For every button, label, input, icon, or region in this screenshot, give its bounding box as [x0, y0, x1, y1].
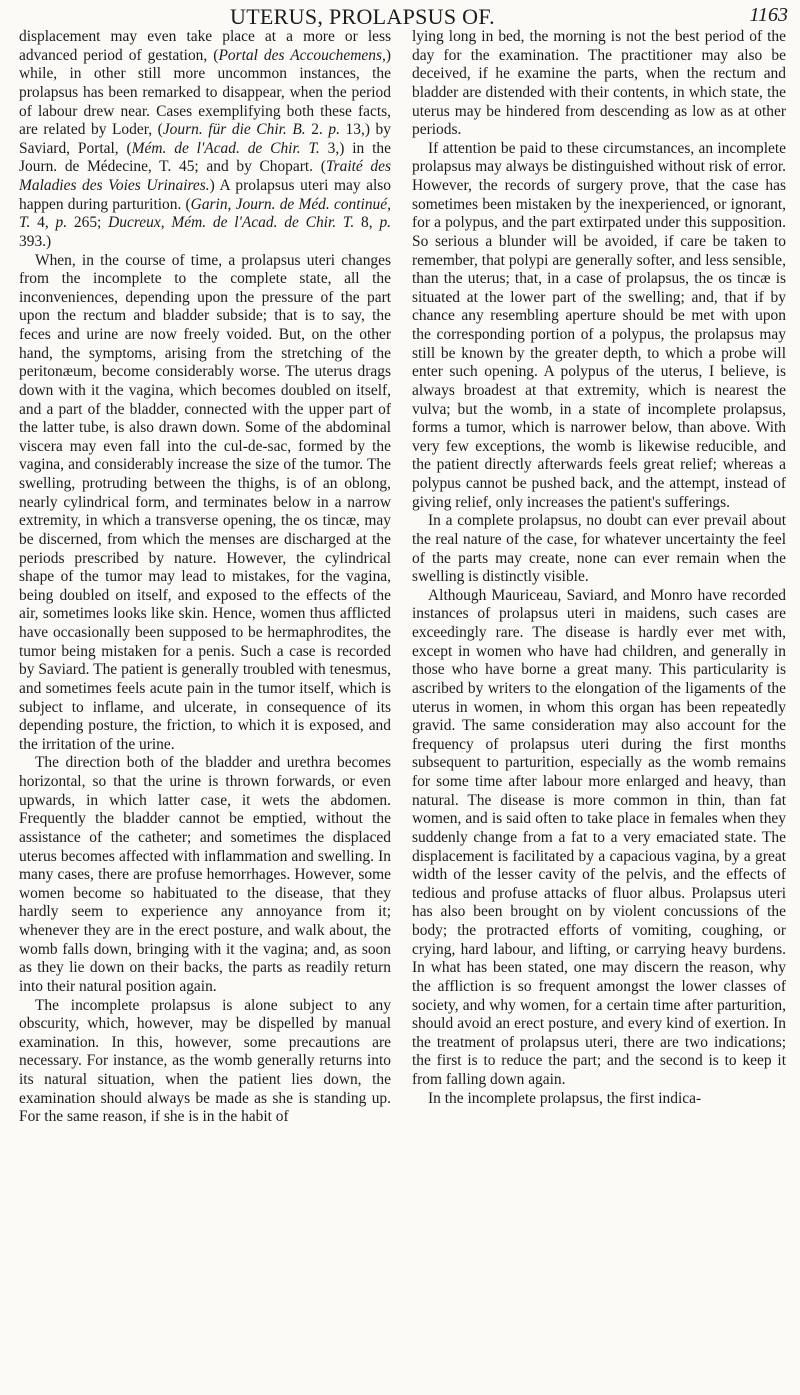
- right-paragraph-4: Although Mauriceau, Saviard, and Monro have recorded instances of prolapsus uteri in maidens, such cases are exceedingly rare. The disease is hardly ever met with, except in women who have had children, and generally in those who have borne a great many. This particularity is ascribed by writers to the elongation of the ligaments of the uterus in women, in whom this organ has been repeatedly gravid. The same consideration may also account for the frequency of prolapsus uteri during the first months subsequent to parturition, especially as the womb remains for some time after labour more enlarged and heavy, than natural. The disease is more common in thin, than fat women, and is said often to take place in females when they suddenly change from a fat to a very emaciated state. The displacement is facilitated by a capacious vagina, by a great width of the lesser cavity of the pelvis, and the effects of tedious and profuse attacks of fluor albus. Prolapsus uteri has also been brought on by violent concussions of the body; the protracted efforts of vomiting, coughing, or crying, hard labour, and lifting, or carrying heavy burdens. In what has been stated, one may discern the reason, why the affliction is so frequent amongst the lower classes of society, and why women, for a certain time after parturition, should avoid an erect posture, and every kind of exertion. In the treatment of prolapsus uteri, there are two indications; the first is to reduce the part; and the second is to keep it from falling down again.: [412, 586, 786, 1088]
- page-number: 1163: [749, 4, 788, 26]
- left-column: [19, 28, 391, 1127]
- left-paragraph-4: The incomplete prolapsus is alone subject to any obscurity, which, however, may be dispelled by manual examination. In this, however, some precautions are necessary. For instance, as the womb generally returns into its natural situation, when the patient lies down, the examination should always be made as she is standing up. For the same reason, if she is in the habit of: [19, 996, 391, 1126]
- right-paragraph-2: If attention be paid to these circumstances, an incomplete prolapsus may always be distinguished without risk of error. However, the records of surgery prove, that the case has sometimes been mistaken by the inexperienced, or ignorant, for a polypus, and the part extirpated under this supposition. So serious a blunder will be avoided, if care be taken to remember, that polypi are generally softer, and less sensible, than the uterus; that, in a case of prolapsus, the os tincæ is situated at the lower part of the swelling; and, that if by chance any resembling aperture should be met with upon the corresponding portion of a polypus, the prolapsus may still be known by the greater depth, to which a probe will enter such opening. A polypus of the uterus, I believe, is always broadest at that extremity, which is nearest the vulva; but the womb, in a state of incomplete prolapsus, forms a tumor, which is narrower below, than above. With very few exceptions, the womb is likewise reducible, and the patient directly afterwards feels great relief; whereas a polypus cannot be pushed back, and the attempt, instead of giving relief, only increases the patient's sufferings.: [412, 139, 786, 511]
- running-title: UTERUS, PROLAPSUS OF.: [230, 4, 495, 29]
- left-paragraph-2: When, in the course of time, a prolapsus uteri changes from the incomplete to the complete state, all the inconveniences, depending upon the pressure of the part upon the rectum and bladder subside; that is to say, the feces and urine are now freely voided. But, on the other hand, the symptoms, arising from the stretching of the peritonæum, become considerably worse. The uterus drags down with it the vagina, which becomes doubled on itself, and a part of the bladder, connected with the upper part of the latter tube, is also drawn down. Some of the abdominal viscera may even fall into the cul-de-sac, formed by the vagina, and considerably increase the size of the tumor. The swelling, protruding between the thighs, is of an oblong, nearly cylindrical form, and terminates below in a narrow extremity, in which a transverse opening, the os tincæ, may be discerned, from which the menses are discharged at the periods prescribed by nature. However, the cylindrical shape of the tumor may lead to mistakes, for the vagina, being doubled on itself, and exposed to the effects of the air, sometimes looks like skin. Hence, women thus afflicted have occasionally been supposed to be hermaphrodites, the tumor being mistaken for a penis. Such a case is recorded by Saviard. The patient is generally troubled with tenesmus, and sometimes feels acute pain in the tumor itself, which is subject to inflame, and ulcerate, in consequence of its depending posture, the friction, to which it is exposed, and the irritation of the urine.: [19, 251, 391, 753]
- right-paragraph-5: In the incomplete prolapsus, the first indica-: [428, 1089, 702, 1107]
- left-paragraph-3: The direction both of the bladder and urethra becomes horizontal, so that the urine is thrown forwards, or even upwards, in which latter case, it wets the abdomen. Frequently the bladder cannot be emptied, without the assistance of the catheter; and sometimes the displaced uterus becomes affected with inflammation and swelling. In many cases, there are profuse hemorrhages. However, some women become so habituated to the disease, that they hardly seem to experience any annoyance from it; whenever they are in the erect posture, and walk about, the womb falls down, bringing with it the vagina; and, as soon as they lie down on their backs, the parts as readily return into their natural position again.: [19, 754, 391, 995]
- right-paragraph-3: In a complete prolapsus, no doubt can ever prevail about the real nature of the case, for whatever uncertainty the feel of the parts may create, none can ever remain when the swelling is distinctly visible.: [412, 512, 786, 586]
- running-head: [0, 4, 800, 30]
- right-paragraph-1: lying long in bed, the morning is not the best period of the day for the examination. The practitioner may also be deceived, if he examine the parts, when the rectum and bladder are distended with their contents, in which state, the uterus may be hindered from descending as low as at other periods.: [412, 28, 786, 139]
- left-paragraph-1: displacement may even take place at a more or less advanced period of gestation, (Portal des Accouchemens,) while, in other still more uncommon instances, the prolapsus has been remarked to disappear, when the period of labour drew near. Cases exemplifying both these facts, are related by Loder, (Journ. für die Chir. B. 2. p. 13,) by Saviard, Portal, (Mém. de l'Acad. de Chir. T. 3,) in the Journ. de Médecine, T. 45; and by Chopart. (Traité des Maladies des Voies Urinaires.) A prolapsus uteri may also happen during parturition. (Garin, Journ. de Méd. continué, T. 4, p. 265; Ducreux, Mém. de l'Acad. de Chir. T. 8, p. 393.): [19, 28, 392, 250]
- right-column: [412, 28, 786, 1108]
